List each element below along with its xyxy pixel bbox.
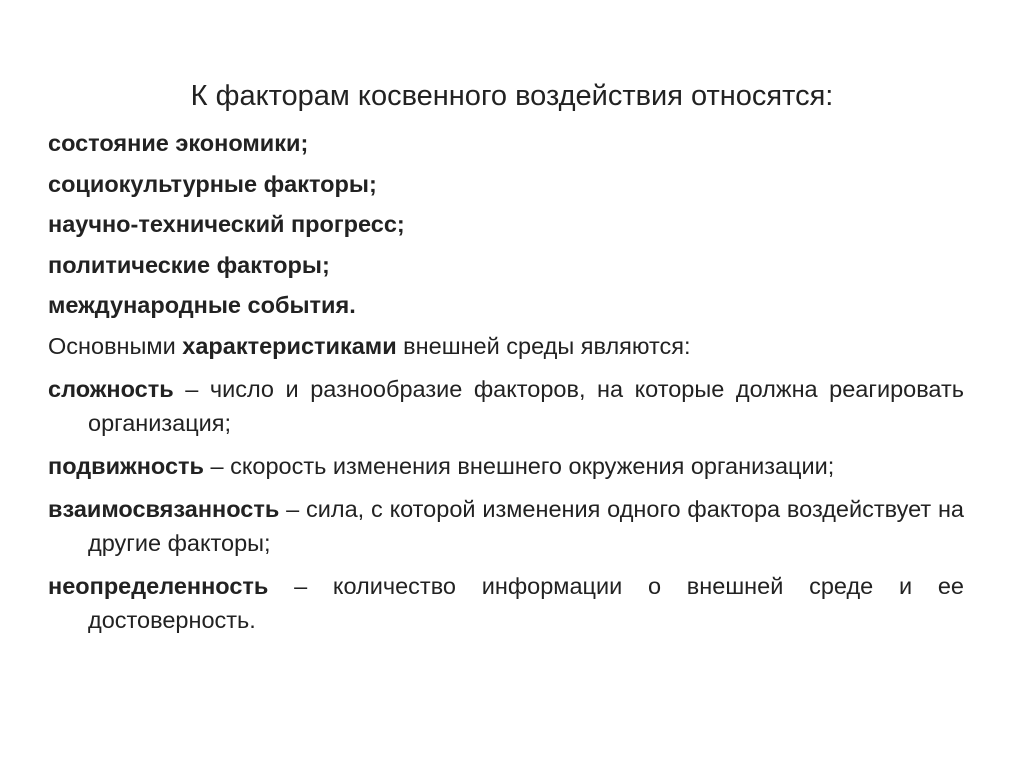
- factor-item-international-events: международные события.: [48, 292, 356, 318]
- characteristic-definition: – число и разнообразие факторов, на которые должна реагировать организация;: [88, 376, 964, 436]
- characteristic-term: взаимосвязанность: [48, 496, 280, 522]
- characteristics-intro-before: Основными: [48, 332, 183, 359]
- characteristic-definition: – скорость изменения внешнего окружения организации;: [203, 453, 835, 479]
- characteristic-complexity: [48, 372, 964, 440]
- characteristic-uncertainty: [48, 569, 964, 637]
- characteristics-intro-keyword: характеристиками: [182, 332, 397, 359]
- factor-item-sociocultural: социокультурные факторы;: [48, 170, 377, 197]
- characteristics-intro: [48, 326, 964, 367]
- characteristic-definition: – количество информации о внешней среде и ее достоверность.: [88, 573, 964, 633]
- characteristic-term: сложность: [48, 376, 174, 402]
- characteristic-interconnectedness: [48, 492, 964, 560]
- characteristics-intro-after: внешней среды являются:: [396, 332, 691, 359]
- slide-content: [48, 123, 964, 637]
- characteristic-term: подвижность: [48, 453, 204, 479]
- characteristic-term: неопределенность: [48, 573, 269, 599]
- factor-item-economy: состояние экономики;: [48, 130, 309, 156]
- characteristic-mobility: [48, 449, 964, 483]
- characteristic-definition: – сила, с которой изменения одного фактора воздействует на другие факторы;: [88, 496, 964, 556]
- slide-title: К факторам косвенного воздействия относятся:: [190, 80, 834, 112]
- factor-item-scientific-progress: научно-технический прогресс;: [48, 211, 405, 237]
- factor-item-political: политические факторы;: [48, 251, 330, 278]
